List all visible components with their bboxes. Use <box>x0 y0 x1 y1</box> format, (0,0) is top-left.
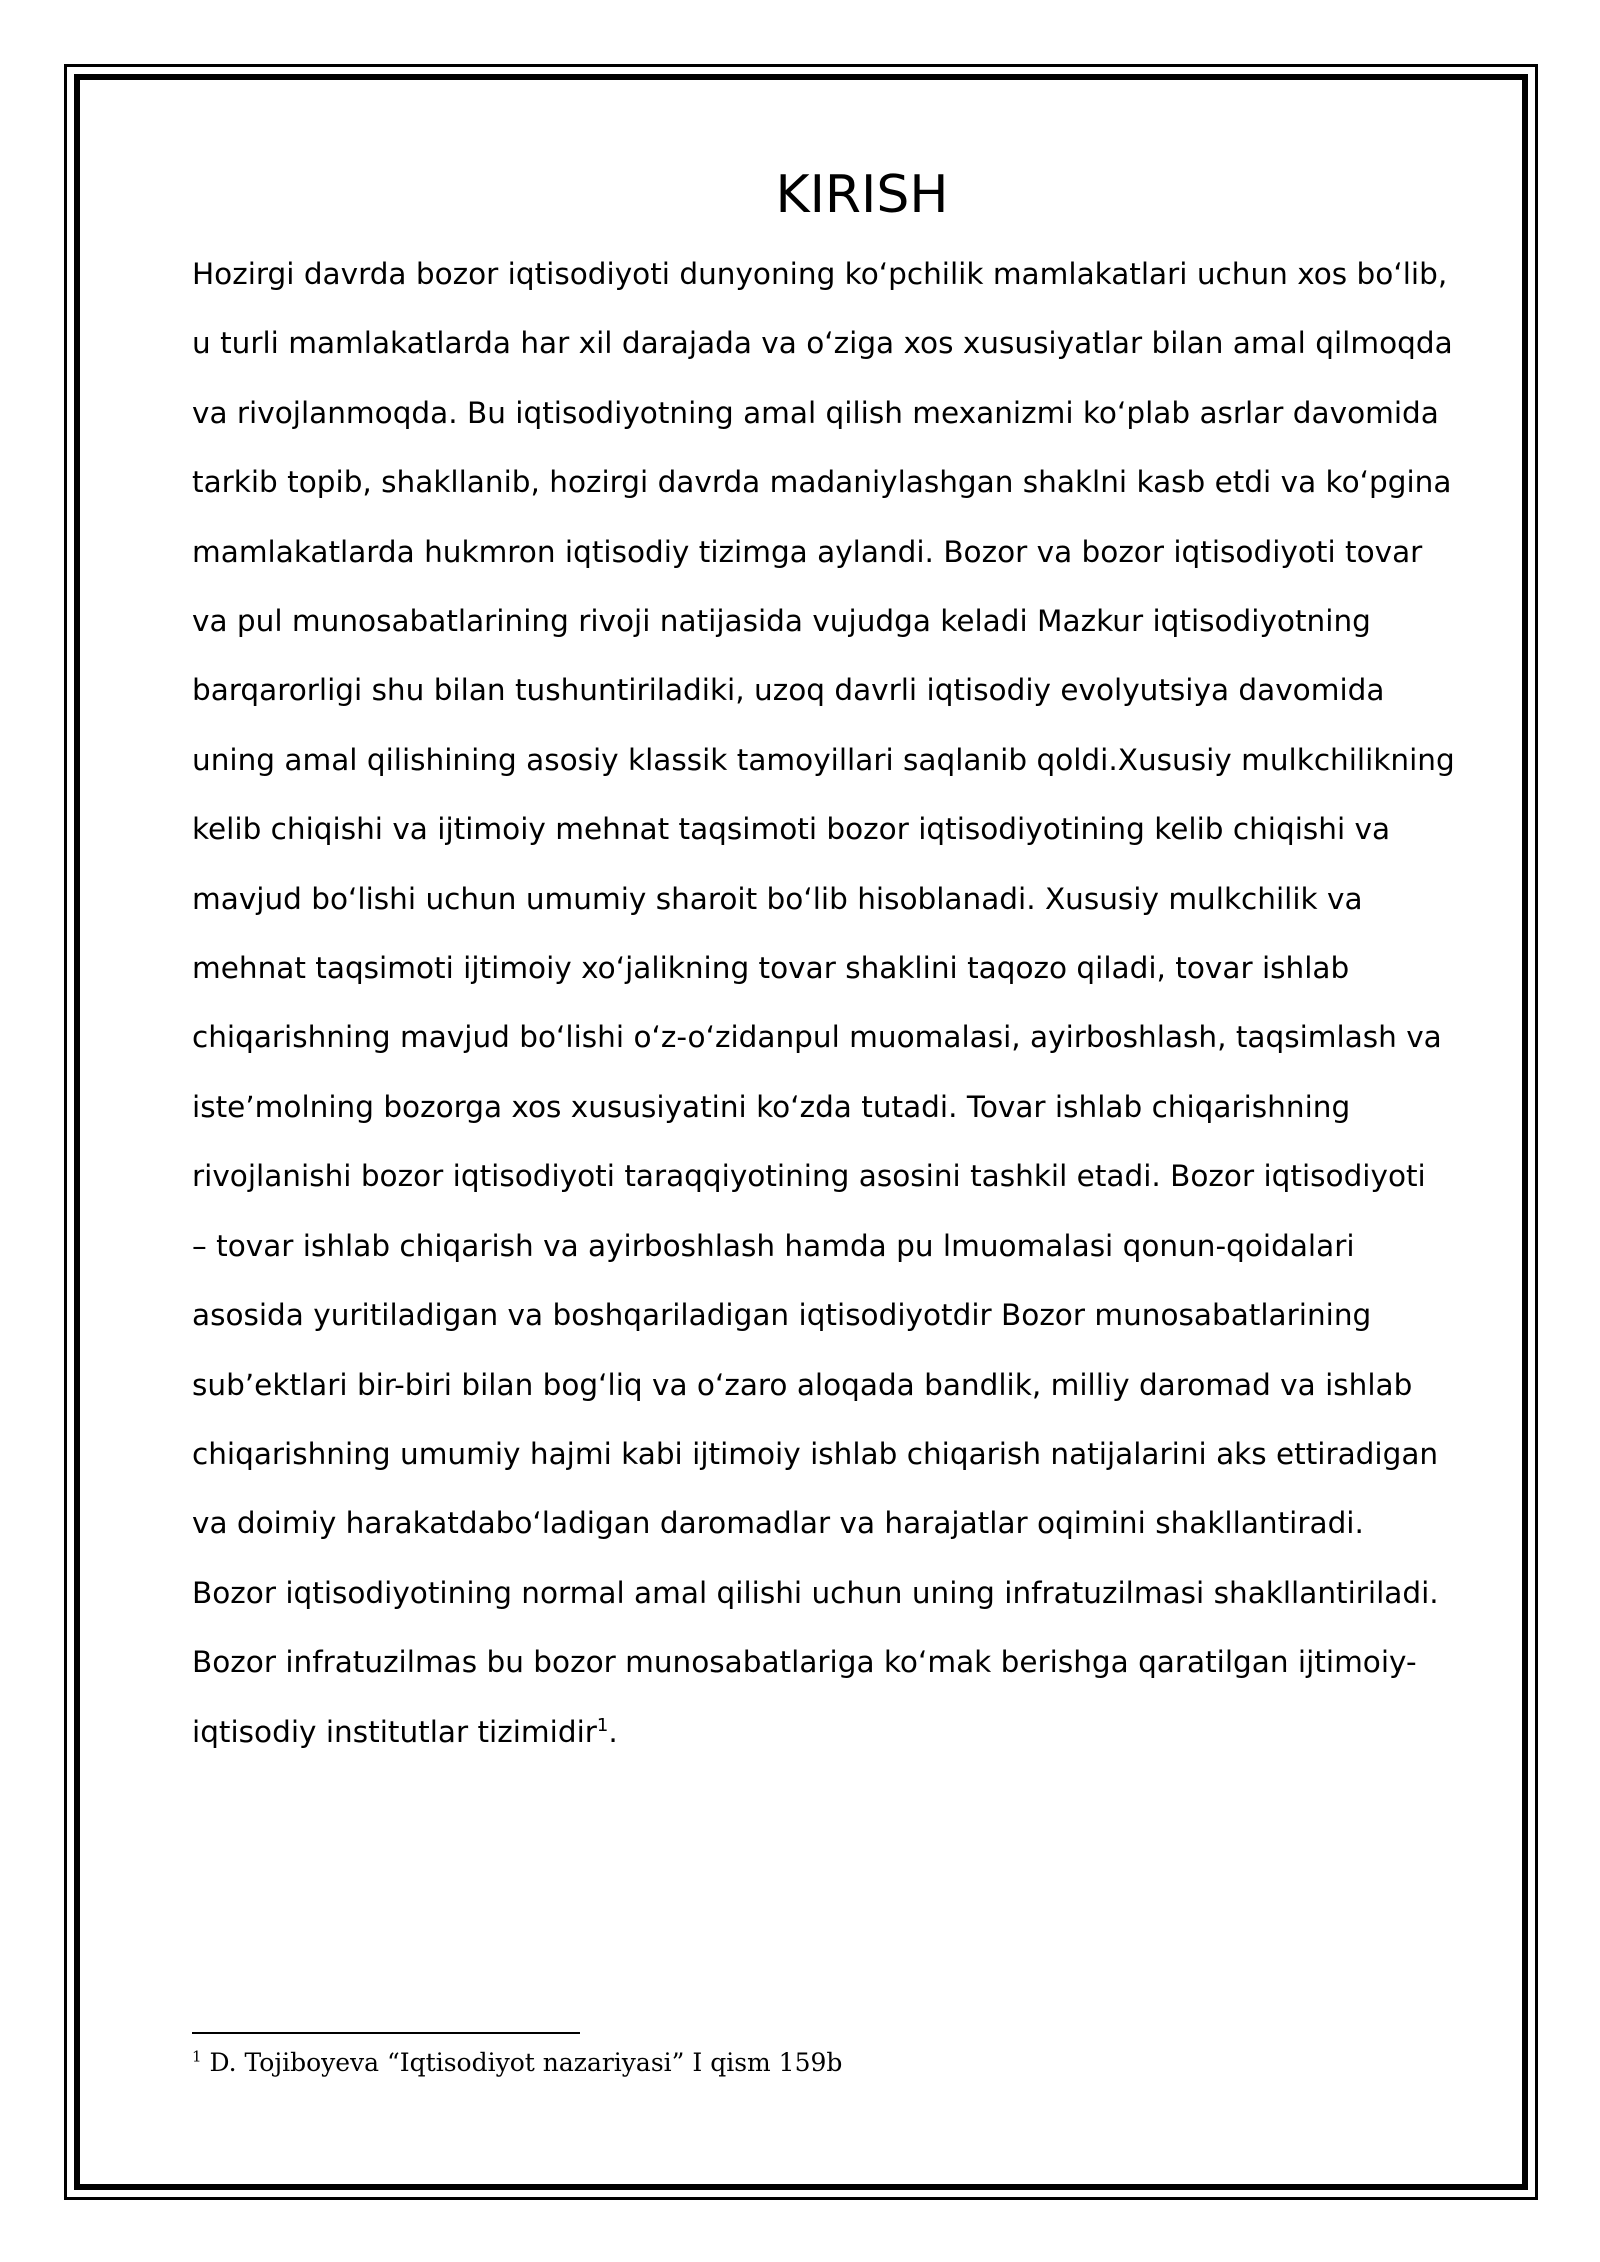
paragraph-line: uning amal qilishining asosiy klassik tamoyillari saqlanib qoldi.Xususiy mulkchilikning <box>192 742 1455 777</box>
paragraph-line: mehnat taqsimoti ijtimoiy xoʻjalikning tovar shaklini taqozo qiladi, tovar ishlab <box>192 951 1350 986</box>
paragraph-line: – tovar ishlab chiqarish va ayirboshlash hamda pu lmuomalasi qonun-qoidalari <box>192 1228 1355 1263</box>
footnote-separator <box>192 2032 580 2034</box>
closing-punctuation: . <box>608 1714 618 1749</box>
paragraph-line: va rivojlanmoqda. Bu iqtisodiyotning amal qilish mexanizmi koʻplab asrlar davomida <box>192 395 1439 430</box>
paragraph-line-text: iqtisodiy institutlar tizimidir <box>192 1714 597 1749</box>
footnote-reference[interactable]: 1 <box>596 1714 609 1736</box>
paragraph-line: Hozirgi davrda bozor iqtisodiyoti dunyoning koʻpchilik mamlakatlari uchun xos boʻlib, <box>192 257 1448 291</box>
paragraph-line: tarkib topib, shakllanib, hozirgi davrda madaniylashgan shaklni kasb etdi va koʻpgina <box>192 465 1452 500</box>
paragraph-line: va doimiy harakatdaboʻladigan daromadlar va harajatlar oqimini shakllantiradi. <box>192 1506 1364 1541</box>
main-paragraph <box>192 240 1492 1767</box>
paragraph-line: Bozor infratuzilmas bu bozor munosabatlariga koʻmak berishga qaratilgan ijtimoiy- <box>192 1645 1417 1680</box>
paragraph-line: mamlakatlarda hukmron iqtisodiy tizimga aylandi. Bozor va bozor iqtisodiyoti tovar <box>192 534 1423 569</box>
paragraph-line: isteʼmolning bozorga xos xususiyatini koʻzda tutadi. Tovar ishlab chiqarishning <box>192 1089 1351 1124</box>
footnote <box>192 2046 842 2080</box>
footnote-text: D. Tojiboyeva “Iqtisodiyot nazariyasi” I qism 159b <box>201 2048 843 2077</box>
page-title: KIRISH <box>775 165 949 225</box>
paragraph-line: subʼektlari bir-biri bilan bogʻliq va oʻzaro aloqada bandlik, milliy daromad va ishlab <box>192 1367 1413 1402</box>
paragraph-line: kelib chiqishi va ijtimoiy mehnat taqsimoti bozor iqtisodiyotining kelib chiqishi va <box>192 812 1391 847</box>
paragraph-line: va pul munosabatlarining rivoji natijasida vujudga keladi Mazkur iqtisodiyotning <box>192 604 1371 639</box>
paragraph-line: chiqarishning umumiy hajmi kabi ijtimoiy ishlab chiqarish natijalarini aks ettiradigan <box>192 1436 1439 1471</box>
paragraph-line-last <box>192 1698 1492 1767</box>
document-body <box>192 150 1492 1767</box>
paragraph-line: u turli mamlakatlarda har xil darajada va oʻziga xos xususiyatlar bilan amal qilmoqda <box>192 326 1453 361</box>
paragraph-line: Bozor iqtisodiyotining normal amal qilishi uchun uning infratuzilmasi shakllantiriladi. <box>192 1575 1439 1610</box>
paragraph-line: rivojlanishi bozor iqtisodiyoti taraqqiyotining asosini tashkil etadi. Bozor iqtisodiyoti <box>192 1159 1426 1194</box>
paragraph-line: mavjud boʻlishi uchun umumiy sharoit boʻlib hisoblanadi. Xususiy mulkchilik va <box>192 881 1363 916</box>
paragraph-line: asosida yuritiladigan va boshqariladigan iqtisodiyotdir Bozor munosabatlarining <box>192 1298 1372 1333</box>
paragraph-line: chiqarishning mavjud boʻlishi oʻz-oʻzidanpul muomalasi, ayirboshlash, taqsimlash va <box>192 1020 1442 1055</box>
paragraph-line: barqarorligi shu bilan tushuntiriladiki, uzoq davrli iqtisodiy evolyutsiya davomida <box>192 673 1385 708</box>
footnote-number: 1 <box>192 2047 202 2066</box>
